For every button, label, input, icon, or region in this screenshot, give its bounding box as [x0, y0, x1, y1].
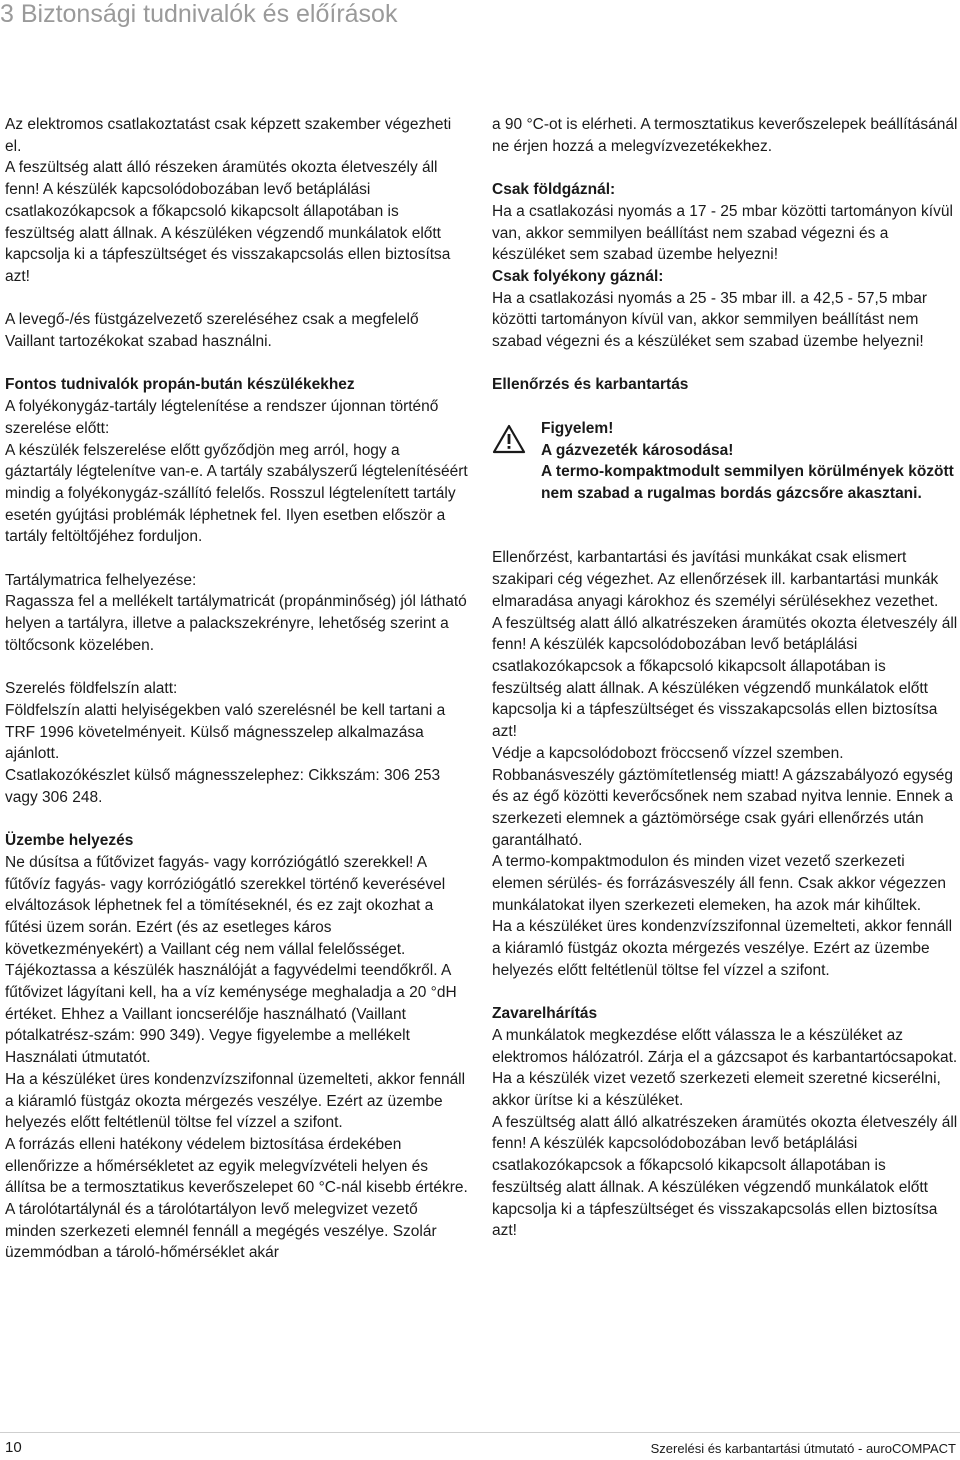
section-heading: Fontos tudnivalók propán-bután készülékekhez — [5, 376, 355, 394]
paragraph: Ne dúsítsa a fűtővizet fagyás- vagy korróziógátló szerekkel! A fűtővíz fagyás- vagy korróziógátló szerekkel történő keverésével elváltozások léphetnek fel a tömítéseknél, és ez zajt okozhat a fűtési üzem során. Ezért (és az esetleges káros következményekért) a Vaillant cég nem vállal felelősséget. Tájékoztassa a készülék használóját a fagyvédelmi teendőkről. A fűtővizet lágyítani kell, ha a víz keménysége meghaladja a 20 °dH értéket. Ehhez a Vaillant ioncserélője használható (Vaillant pótalkatrész-szám: 990 349). Vegye figyelembe a mellékelt Használati útmutatót. Ha a készüléket üres kondenzvízszifonnal üzemelteti, akkor fennáll a kiáramló füstgáz okozta mérgezés veszélye. Ezért az üzembe helyezés előtt feltétlenül töltse fel vízzel a szifont. A forrázás elleni hatékony védelem biztosítása érdekében ellenőrizze a hőmérsékletet az egyik melegvízvételi helyen és állítsa be a termosztatikus keverőszelepet 60 °C-nál kisebb értékre. A tárolótartálynál és a tárolótartályon levő melegvizet vezető minden szerkezeti elemnél fennáll a megégés veszélye. Szolár üzemmódban a tároló-hőmérséklet akár — [5, 853, 468, 1262]
paragraph: Az elektromos csatlakoztatást csak képzett szakember végezheti el. A feszültség alatt álló részeken áramütés okozta életveszély áll fenn! A készülék kapcsolódobozában levő betáplálási csatlakozókapcsok a főkapcsoló kikapcsolt állapotában is feszültség alatt állnak. A készüléken végzendő munkálatok előtt kapcsolja ki a tápfeszültséget és visszakapcsolás ellen biztosítsa azt! — [5, 116, 452, 285]
paragraph: Tartálymatrica felhelyezése: Ragassza fel a mellékelt tartálymatricát (propánminőség) jól látható helyen a tartályra, illetve a palackszekrényre, lehetőség szerint a töltőcsonk közelében. — [5, 571, 467, 654]
paragraph: a 90 °C-ot is elérheti. A termosztatikus keverőszelepek beállításánál ne érjen hozzá a melegvízvezetékekhez. — [492, 116, 958, 155]
section-heading: Csak földgáznál: — [492, 181, 616, 199]
section-heading: Csak folyékony gáznál: — [492, 267, 664, 285]
footer-divider — [0, 1432, 960, 1433]
left-column — [5, 114, 471, 1264]
page-title: 3 Biztonsági tudnivalók és előírások — [0, 0, 398, 28]
document-title: Szerelési és karbantartási útmutató - auroCOMPACT — [650, 1441, 956, 1456]
paragraph: A folyékonygáz-tartály légtelenítése a rendszer újonnan történő szerelése előtt: A készülék felszerelése előtt győződjön meg arról, hogy a gáztartály légtelenítve van-e. A tartály szabályszerű légtelenítéséért mindig a folyékonygáz-szállító felelős. Rosszul légtelenített tartály esetén gyújtási problémák léphetnek fel. Ilyen esetben először a tartály feltöltőjéhez forduljon. — [5, 398, 468, 546]
section-heading: Ellenőrzés és karbantartás — [492, 376, 689, 394]
warning-box — [492, 418, 958, 526]
paragraph: Szerelés földfelszín alatt: Földfelszín alatti helyiségekben való szerelésnél be kell tartani a TRF 1996 követelményeit. Külső mágnesszelep alkalmazása ajánlott. Csatlakozókészlet külső mágnesszelephez: Cikkszám: 306 253 vagy 306 248. — [5, 680, 446, 806]
paragraph: Ha a csatlakozási nyomás a 25 - 35 mbar ill. a 42,5 - 57,5 mbar közötti tartományon kívül van, akkor semmilyen beállítást nem szabad végezni és a készüléket sem szabad üzembe helyezni! — [492, 289, 928, 351]
section-heading: Üzembe helyezés — [5, 832, 134, 850]
section-heading: Zavarelhárítás — [492, 1005, 598, 1023]
right-column — [492, 114, 958, 1242]
warning-triangle-icon — [492, 424, 526, 454]
paragraph: Ellenőrzést, karbantartási és javítási munkákat csak elismert szakipari cég végezhet. Az ellenőrzések ill. karbantartási munkák elmaradása anyagi károkhoz és személyi sérülésekhez vezethet. A feszültség alatt álló alkatrészeken áramütés okozta életveszély áll fenn! A készülék kapcsolódobozában levő betáplálási csatlakozókapcsok a főkapcsoló kikapcsolt állapotában is feszültség alatt állnak. A készüléken végzendő munkálatok előtt kapcsolja ki a tápfeszültséget és visszakapcsolás ellen biztosítsa azt! Védje a kapcsolódobozt fröccsenő vízzel szemben. Robbanásveszély gáztömítetlenség miatt! A gázszabályozó egység és az égő közötti keverőcsőnek nem szabad nyitva lennie. Ennek a szerkezeti elemnek a gáztömörsége csak gyári ellenőrzés után garantálható. A termo-kompaktmodulon és minden vizet vezető szerkezeti elemen sérülés- és forrázásveszély áll fenn. Csak akkor végezzen munkálatokat ilyen szerkezeti elemeken, ha azok már kihűltek. Ha a készüléket üres kondenzvízszifonnal üzemelteti, akkor fennáll a kiáramló füstgáz okozta mérgezés veszélye. Ezért az üzembe helyezés előtt feltétlenül töltse fel vízzel a szifont. — [492, 549, 958, 979]
page-number: 10 — [5, 1439, 22, 1456]
paragraph: A levegő-/és füstgázelvezető szereléséhez csak a megfelelő Vaillant tartozékokat szabad használni. — [5, 311, 419, 351]
paragraph: Ha a csatlakozási nyomás a 17 - 25 mbar közötti tartományon kívül van, akkor semmilyen beállítást nem szabad végezni és a készüléket sem szabad üzembe helyezni! — [492, 202, 953, 264]
paragraph: A munkálatok megkezdése előtt válassza le a készüléket az elektromos hálózatról. Zárja el a gázcsapot és karbantartócsapokat. Ha a készülék vizet vezető szerkezeti elemeit szeretné kicserélni, akkor ürítse ki a készüléket. A feszültség alatt álló alkatrészeken áramütés okozta életveszély áll fenn! A készülék kapcsolódobozában levő betáplálási csatlakozókapcsok a főkapcsoló kikapcsolt állapotában is feszültség alatt állnak. A készüléken végzendő munkálatok előtt kapcsolja ki a tápfeszültséget és visszakapcsolás ellen biztosítsa azt! — [492, 1026, 958, 1240]
warning-text: Figyelem! A gázvezeték károsodása! A termo-kompaktmodult semmilyen körülmények között nem szabad a rugalmas bordás gázcsőre akasztani. — [541, 419, 954, 502]
